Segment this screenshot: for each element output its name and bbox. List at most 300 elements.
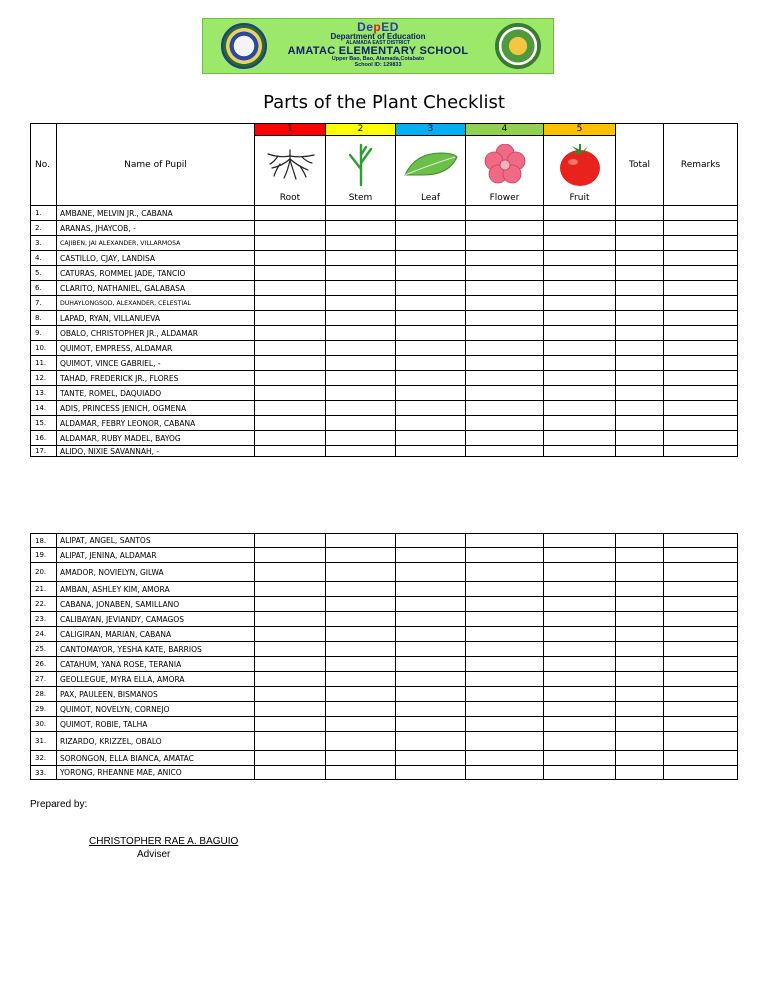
- remarks-cell[interactable]: [664, 386, 738, 401]
- pupil-name: CABANA, JONABEN, SAMILLANO: [57, 597, 255, 612]
- root-check-cell[interactable]: [255, 401, 326, 416]
- leaf-check-cell[interactable]: [396, 657, 466, 672]
- total-cell[interactable]: [616, 732, 664, 751]
- remarks-cell[interactable]: [664, 657, 738, 672]
- pupil-number: 5.: [31, 266, 57, 281]
- stem-check-cell[interactable]: [326, 266, 396, 281]
- leaf-check-cell[interactable]: [396, 642, 466, 657]
- remarks-cell[interactable]: [664, 446, 738, 457]
- flower-check-cell[interactable]: [466, 687, 544, 702]
- part-number: 2: [326, 124, 395, 136]
- fruit-check-cell[interactable]: [544, 296, 616, 311]
- flower-check-cell[interactable]: [466, 672, 544, 687]
- root-check-cell[interactable]: [255, 311, 326, 326]
- root-check-cell[interactable]: [255, 766, 326, 780]
- flower-check-cell[interactable]: [466, 766, 544, 780]
- stem-check-cell[interactable]: [326, 236, 396, 251]
- leaf-check-cell[interactable]: [396, 236, 466, 251]
- flower-check-cell[interactable]: [466, 642, 544, 657]
- fruit-check-cell[interactable]: [544, 717, 616, 732]
- total-cell[interactable]: [616, 597, 664, 612]
- remarks-cell[interactable]: [664, 206, 738, 221]
- table-row: [31, 401, 738, 416]
- remarks-cell[interactable]: [664, 266, 738, 281]
- pupil-name: ALIPAT, ANGEL, SANTOS: [57, 534, 255, 548]
- fruit-check-cell[interactable]: [544, 371, 616, 386]
- total-cell[interactable]: [616, 326, 664, 341]
- fruit-check-cell[interactable]: [544, 534, 616, 548]
- school-address: Upper Bao, Bao, Alamada,Cotabato: [331, 56, 425, 62]
- department-name: Department of Education: [330, 32, 426, 41]
- flower-check-cell[interactable]: [466, 326, 544, 341]
- pupil-name: YORONG, RHEANNE MAE, ANICO: [57, 766, 255, 780]
- flower-check-cell[interactable]: [466, 371, 544, 386]
- leaf-check-cell[interactable]: [396, 416, 466, 431]
- root-check-cell[interactable]: [255, 446, 326, 457]
- total-cell[interactable]: [616, 642, 664, 657]
- fruit-check-cell[interactable]: [544, 266, 616, 281]
- fruit-check-cell[interactable]: [544, 326, 616, 341]
- leaf-check-cell[interactable]: [396, 431, 466, 446]
- total-cell[interactable]: [616, 371, 664, 386]
- remarks-cell[interactable]: [664, 251, 738, 266]
- fruit-check-cell[interactable]: [544, 751, 616, 766]
- part-number: 1: [255, 124, 325, 136]
- remarks-cell[interactable]: [664, 296, 738, 311]
- remarks-cell[interactable]: [664, 236, 738, 251]
- remarks-cell[interactable]: [664, 642, 738, 657]
- flower-check-cell[interactable]: [466, 221, 544, 236]
- leaf-check-cell[interactable]: [396, 341, 466, 356]
- remarks-cell[interactable]: [664, 281, 738, 296]
- pupil-number: 31.: [31, 732, 57, 751]
- flower-check-cell[interactable]: [466, 612, 544, 627]
- flower-check-cell[interactable]: [466, 534, 544, 548]
- stem-check-cell[interactable]: [326, 612, 396, 627]
- flower-check-cell[interactable]: [466, 657, 544, 672]
- total-cell[interactable]: [616, 386, 664, 401]
- root-check-cell[interactable]: [255, 326, 326, 341]
- table-row: [31, 341, 738, 356]
- flower-check-cell[interactable]: [466, 446, 544, 457]
- leaf-check-cell[interactable]: [396, 687, 466, 702]
- pupil-name: PAX, PAULEEN, BISMANOS: [57, 687, 255, 702]
- pupil-name: TANTE, ROMEL, DAQUIADO: [57, 386, 255, 401]
- leaf-check-cell[interactable]: [396, 582, 466, 597]
- remarks-cell[interactable]: [664, 534, 738, 548]
- fruit-check-cell[interactable]: [544, 766, 616, 780]
- remarks-cell[interactable]: [664, 732, 738, 751]
- root-check-cell[interactable]: [255, 672, 326, 687]
- fruit-check-cell[interactable]: [544, 236, 616, 251]
- leaf-check-cell[interactable]: [396, 326, 466, 341]
- pupil-name: ARANAS, JHAYCOB, -: [57, 221, 255, 236]
- adviser-name: CHRISTOPHER RAE A. BAGUIO: [89, 836, 239, 847]
- remarks-cell[interactable]: [664, 612, 738, 627]
- checklist-table-page2: [30, 533, 738, 780]
- root-check-cell[interactable]: [255, 751, 326, 766]
- pupil-name: ALIDO, NIXIE SAVANNAH, -: [57, 446, 255, 457]
- leaf-check-cell[interactable]: [396, 672, 466, 687]
- pupil-number: 26.: [31, 657, 57, 672]
- total-cell[interactable]: [616, 687, 664, 702]
- total-cell[interactable]: [616, 251, 664, 266]
- stem-check-cell[interactable]: [326, 642, 396, 657]
- root-check-cell[interactable]: [255, 281, 326, 296]
- fruit-check-cell[interactable]: [544, 582, 616, 597]
- total-cell[interactable]: [616, 266, 664, 281]
- total-cell[interactable]: [616, 766, 664, 780]
- flower-check-cell[interactable]: [466, 597, 544, 612]
- root-check-cell[interactable]: [255, 657, 326, 672]
- root-check-cell[interactable]: [255, 582, 326, 597]
- stem-check-cell[interactable]: [326, 446, 396, 457]
- column-header-fruit: [544, 124, 616, 206]
- root-check-cell[interactable]: [255, 717, 326, 732]
- leaf-check-cell[interactable]: [396, 717, 466, 732]
- flower-check-cell[interactable]: [466, 266, 544, 281]
- flower-check-cell[interactable]: [466, 751, 544, 766]
- fruit-check-cell[interactable]: [544, 311, 616, 326]
- pupil-number: 9.: [31, 326, 57, 341]
- remarks-cell[interactable]: [664, 672, 738, 687]
- flower-check-cell[interactable]: [466, 251, 544, 266]
- header-row: [31, 124, 738, 206]
- fruit-check-cell[interactable]: [544, 356, 616, 371]
- flower-check-cell[interactable]: [466, 563, 544, 582]
- stem-check-cell[interactable]: [326, 326, 396, 341]
- flower-icon: [466, 136, 543, 192]
- pupil-name: QUIMOT, VINCE GABRIEL, -: [57, 356, 255, 371]
- total-cell[interactable]: [616, 341, 664, 356]
- total-cell[interactable]: [616, 702, 664, 717]
- total-cell[interactable]: [616, 446, 664, 457]
- pupil-number: 1.: [31, 206, 57, 221]
- flower-check-cell[interactable]: [466, 281, 544, 296]
- root-check-cell[interactable]: [255, 341, 326, 356]
- pupil-number: 18.: [31, 534, 57, 548]
- leaf-check-cell[interactable]: [396, 534, 466, 548]
- part-number: 3: [396, 124, 465, 136]
- remarks-cell[interactable]: [664, 431, 738, 446]
- stem-check-cell[interactable]: [326, 717, 396, 732]
- remarks-cell[interactable]: [664, 371, 738, 386]
- remarks-cell[interactable]: [664, 766, 738, 780]
- total-cell[interactable]: [616, 612, 664, 627]
- fruit-check-cell[interactable]: [544, 416, 616, 431]
- fruit-check-cell[interactable]: [544, 612, 616, 627]
- column-header-total: Total: [616, 124, 664, 206]
- flower-check-cell[interactable]: [466, 627, 544, 642]
- flower-check-cell[interactable]: [466, 296, 544, 311]
- root-check-cell[interactable]: [255, 597, 326, 612]
- stem-check-cell[interactable]: [326, 597, 396, 612]
- table-row: [31, 751, 738, 766]
- table-row: [31, 386, 738, 401]
- stem-icon: [326, 136, 395, 192]
- stem-check-cell[interactable]: [326, 311, 396, 326]
- pupil-number: 22.: [31, 597, 57, 612]
- total-cell[interactable]: [616, 206, 664, 221]
- column-header-leaf: [396, 124, 466, 206]
- fruit-check-cell[interactable]: [544, 341, 616, 356]
- stem-check-cell[interactable]: [326, 251, 396, 266]
- pupil-number: 21.: [31, 582, 57, 597]
- table-row: [31, 311, 738, 326]
- pupil-number: 3.: [31, 236, 57, 251]
- stem-check-cell[interactable]: [326, 548, 396, 563]
- stem-check-cell[interactable]: [326, 534, 396, 548]
- root-check-cell[interactable]: [255, 548, 326, 563]
- remarks-cell[interactable]: [664, 221, 738, 236]
- pupil-name: CALIBAYAN, JEVIANDY, CAMAGOS: [57, 612, 255, 627]
- remarks-cell[interactable]: [664, 702, 738, 717]
- pupil-name: QUIMOT, NOVELYN, CORNEJO: [57, 702, 255, 717]
- root-check-cell[interactable]: [255, 371, 326, 386]
- total-cell[interactable]: [616, 534, 664, 548]
- total-cell[interactable]: [616, 221, 664, 236]
- stem-check-cell[interactable]: [326, 627, 396, 642]
- fruit-check-cell[interactable]: [544, 386, 616, 401]
- stem-check-cell[interactable]: [326, 386, 396, 401]
- part-label: Flower: [489, 193, 520, 203]
- flower-check-cell[interactable]: [466, 717, 544, 732]
- flower-check-cell[interactable]: [466, 311, 544, 326]
- table-row: [31, 597, 738, 612]
- remarks-cell[interactable]: [664, 311, 738, 326]
- part-label: Fruit: [569, 193, 590, 203]
- fruit-check-cell[interactable]: [544, 563, 616, 582]
- stem-check-cell[interactable]: [326, 281, 396, 296]
- root-check-cell[interactable]: [255, 563, 326, 582]
- remarks-cell[interactable]: [664, 548, 738, 563]
- leaf-check-cell[interactable]: [396, 612, 466, 627]
- stem-check-cell[interactable]: [326, 431, 396, 446]
- leaf-check-cell[interactable]: [396, 446, 466, 457]
- root-check-cell[interactable]: [255, 627, 326, 642]
- remarks-cell[interactable]: [664, 751, 738, 766]
- remarks-cell[interactable]: [664, 341, 738, 356]
- fruit-check-cell[interactable]: [544, 431, 616, 446]
- root-check-cell[interactable]: [255, 296, 326, 311]
- leaf-check-cell[interactable]: [396, 751, 466, 766]
- stem-check-cell[interactable]: [326, 296, 396, 311]
- total-cell[interactable]: [616, 563, 664, 582]
- district-seal-icon: [495, 23, 541, 69]
- stem-check-cell[interactable]: [326, 416, 396, 431]
- stem-check-cell[interactable]: [326, 206, 396, 221]
- fruit-check-cell[interactable]: [544, 657, 616, 672]
- pupil-number: 11.: [31, 356, 57, 371]
- flower-check-cell[interactable]: [466, 582, 544, 597]
- leaf-check-cell[interactable]: [396, 266, 466, 281]
- fruit-check-cell[interactable]: [544, 702, 616, 717]
- fruit-check-cell[interactable]: [544, 732, 616, 751]
- root-check-cell[interactable]: [255, 251, 326, 266]
- stem-check-cell[interactable]: [326, 751, 396, 766]
- table-row: [31, 296, 738, 311]
- pupil-name: ALDAMAR, RUBY MADEL, BAYOG: [57, 431, 255, 446]
- root-check-cell[interactable]: [255, 534, 326, 548]
- table-row: [31, 672, 738, 687]
- leaf-check-cell[interactable]: [396, 563, 466, 582]
- remarks-cell[interactable]: [664, 401, 738, 416]
- flower-check-cell[interactable]: [466, 341, 544, 356]
- root-check-cell[interactable]: [255, 431, 326, 446]
- total-cell[interactable]: [616, 657, 664, 672]
- remarks-cell[interactable]: [664, 717, 738, 732]
- root-check-cell[interactable]: [255, 687, 326, 702]
- leaf-check-cell[interactable]: [396, 281, 466, 296]
- flower-check-cell[interactable]: [466, 206, 544, 221]
- total-cell[interactable]: [616, 416, 664, 431]
- total-cell[interactable]: [616, 751, 664, 766]
- leaf-check-cell[interactable]: [396, 386, 466, 401]
- table-row: [31, 251, 738, 266]
- fruit-check-cell[interactable]: [544, 446, 616, 457]
- fruit-check-cell[interactable]: [544, 597, 616, 612]
- remarks-cell[interactable]: [664, 582, 738, 597]
- total-cell[interactable]: [616, 582, 664, 597]
- leaf-check-cell[interactable]: [396, 296, 466, 311]
- flower-check-cell[interactable]: [466, 431, 544, 446]
- leaf-check-cell[interactable]: [396, 251, 466, 266]
- leaf-check-cell[interactable]: [396, 597, 466, 612]
- total-cell[interactable]: [616, 672, 664, 687]
- total-cell[interactable]: [616, 281, 664, 296]
- stem-check-cell[interactable]: [326, 341, 396, 356]
- table-row: [31, 612, 738, 627]
- pupil-number: 33.: [31, 766, 57, 780]
- flower-check-cell[interactable]: [466, 236, 544, 251]
- leaf-check-cell[interactable]: [396, 401, 466, 416]
- root-check-cell[interactable]: [255, 642, 326, 657]
- root-check-cell[interactable]: [255, 236, 326, 251]
- pupil-number: 19.: [31, 548, 57, 563]
- pupil-number: 28.: [31, 687, 57, 702]
- flower-check-cell[interactable]: [466, 356, 544, 371]
- total-cell[interactable]: [616, 296, 664, 311]
- root-check-cell[interactable]: [255, 356, 326, 371]
- root-check-cell[interactable]: [255, 702, 326, 717]
- fruit-check-cell[interactable]: [544, 642, 616, 657]
- pupil-number: 2.: [31, 221, 57, 236]
- leaf-check-cell[interactable]: [396, 221, 466, 236]
- flower-check-cell[interactable]: [466, 702, 544, 717]
- pupil-name: AMBANE, MELVIN JR., CABANA: [57, 206, 255, 221]
- root-check-cell[interactable]: [255, 221, 326, 236]
- total-cell[interactable]: [616, 717, 664, 732]
- fruit-check-cell[interactable]: [544, 206, 616, 221]
- stem-check-cell[interactable]: [326, 672, 396, 687]
- table-row: [31, 534, 738, 548]
- pupil-number: 14.: [31, 401, 57, 416]
- leaf-check-cell[interactable]: [396, 371, 466, 386]
- table-row: [31, 642, 738, 657]
- pupil-number: 13.: [31, 386, 57, 401]
- checklist-table-page1: [30, 123, 738, 457]
- fruit-check-cell[interactable]: [544, 281, 616, 296]
- leaf-check-cell[interactable]: [396, 311, 466, 326]
- leaf-check-cell[interactable]: [396, 732, 466, 751]
- total-cell[interactable]: [616, 356, 664, 371]
- pupil-name: CANTOMAYOR, YESHA KATE, BARRIOS: [57, 642, 255, 657]
- root-check-cell[interactable]: [255, 386, 326, 401]
- remarks-cell[interactable]: [664, 563, 738, 582]
- root-check-cell[interactable]: [255, 612, 326, 627]
- stem-check-cell[interactable]: [326, 766, 396, 780]
- school-header-banner: [202, 18, 554, 74]
- pupil-number: 30.: [31, 717, 57, 732]
- fruit-check-cell[interactable]: [544, 251, 616, 266]
- column-header-root: [255, 124, 326, 206]
- total-cell[interactable]: [616, 548, 664, 563]
- leaf-check-cell[interactable]: [396, 356, 466, 371]
- stem-check-cell[interactable]: [326, 356, 396, 371]
- leaf-check-cell[interactable]: [396, 627, 466, 642]
- flower-check-cell[interactable]: [466, 548, 544, 563]
- total-cell[interactable]: [616, 431, 664, 446]
- remarks-cell[interactable]: [664, 687, 738, 702]
- stem-check-cell[interactable]: [326, 657, 396, 672]
- remarks-cell[interactable]: [664, 356, 738, 371]
- fruit-check-cell[interactable]: [544, 401, 616, 416]
- stem-check-cell[interactable]: [326, 563, 396, 582]
- flower-check-cell[interactable]: [466, 416, 544, 431]
- fruit-check-cell[interactable]: [544, 672, 616, 687]
- stem-check-cell[interactable]: [326, 221, 396, 236]
- pupil-name: DUHAYLONGSOD, ALEXANDER, CELESTIAL: [57, 296, 255, 311]
- pupil-name: SORONGON, ELLA BIANCA, AMATAC: [57, 751, 255, 766]
- total-cell[interactable]: [616, 236, 664, 251]
- fruit-check-cell[interactable]: [544, 627, 616, 642]
- total-cell[interactable]: [616, 401, 664, 416]
- flower-check-cell[interactable]: [466, 401, 544, 416]
- table-row: [31, 717, 738, 732]
- root-check-cell[interactable]: [255, 266, 326, 281]
- pupil-name: QUIMOT, ROBIE, TALHA: [57, 717, 255, 732]
- root-check-cell[interactable]: [255, 732, 326, 751]
- stem-check-cell[interactable]: [326, 401, 396, 416]
- fruit-check-cell[interactable]: [544, 548, 616, 563]
- root-check-cell[interactable]: [255, 206, 326, 221]
- deped-logo: DepED: [357, 20, 399, 34]
- leaf-check-cell[interactable]: [396, 206, 466, 221]
- flower-check-cell[interactable]: [466, 732, 544, 751]
- stem-check-cell[interactable]: [326, 732, 396, 751]
- pupil-number: 29.: [31, 702, 57, 717]
- remarks-cell[interactable]: [664, 597, 738, 612]
- stem-check-cell[interactable]: [326, 702, 396, 717]
- total-cell[interactable]: [616, 627, 664, 642]
- leaf-check-cell[interactable]: [396, 766, 466, 780]
- stem-check-cell[interactable]: [326, 371, 396, 386]
- stem-check-cell[interactable]: [326, 687, 396, 702]
- fruit-check-cell[interactable]: [544, 221, 616, 236]
- flower-check-cell[interactable]: [466, 386, 544, 401]
- remarks-cell[interactable]: [664, 326, 738, 341]
- leaf-check-cell[interactable]: [396, 702, 466, 717]
- leaf-check-cell[interactable]: [396, 548, 466, 563]
- stem-check-cell[interactable]: [326, 582, 396, 597]
- root-check-cell[interactable]: [255, 416, 326, 431]
- remarks-cell[interactable]: [664, 627, 738, 642]
- pupil-name: OBALO, CHRISTOPHER JR., ALDAMAR: [57, 326, 255, 341]
- total-cell[interactable]: [616, 311, 664, 326]
- remarks-cell[interactable]: [664, 416, 738, 431]
- fruit-check-cell[interactable]: [544, 687, 616, 702]
- pupil-number: 12.: [31, 371, 57, 386]
